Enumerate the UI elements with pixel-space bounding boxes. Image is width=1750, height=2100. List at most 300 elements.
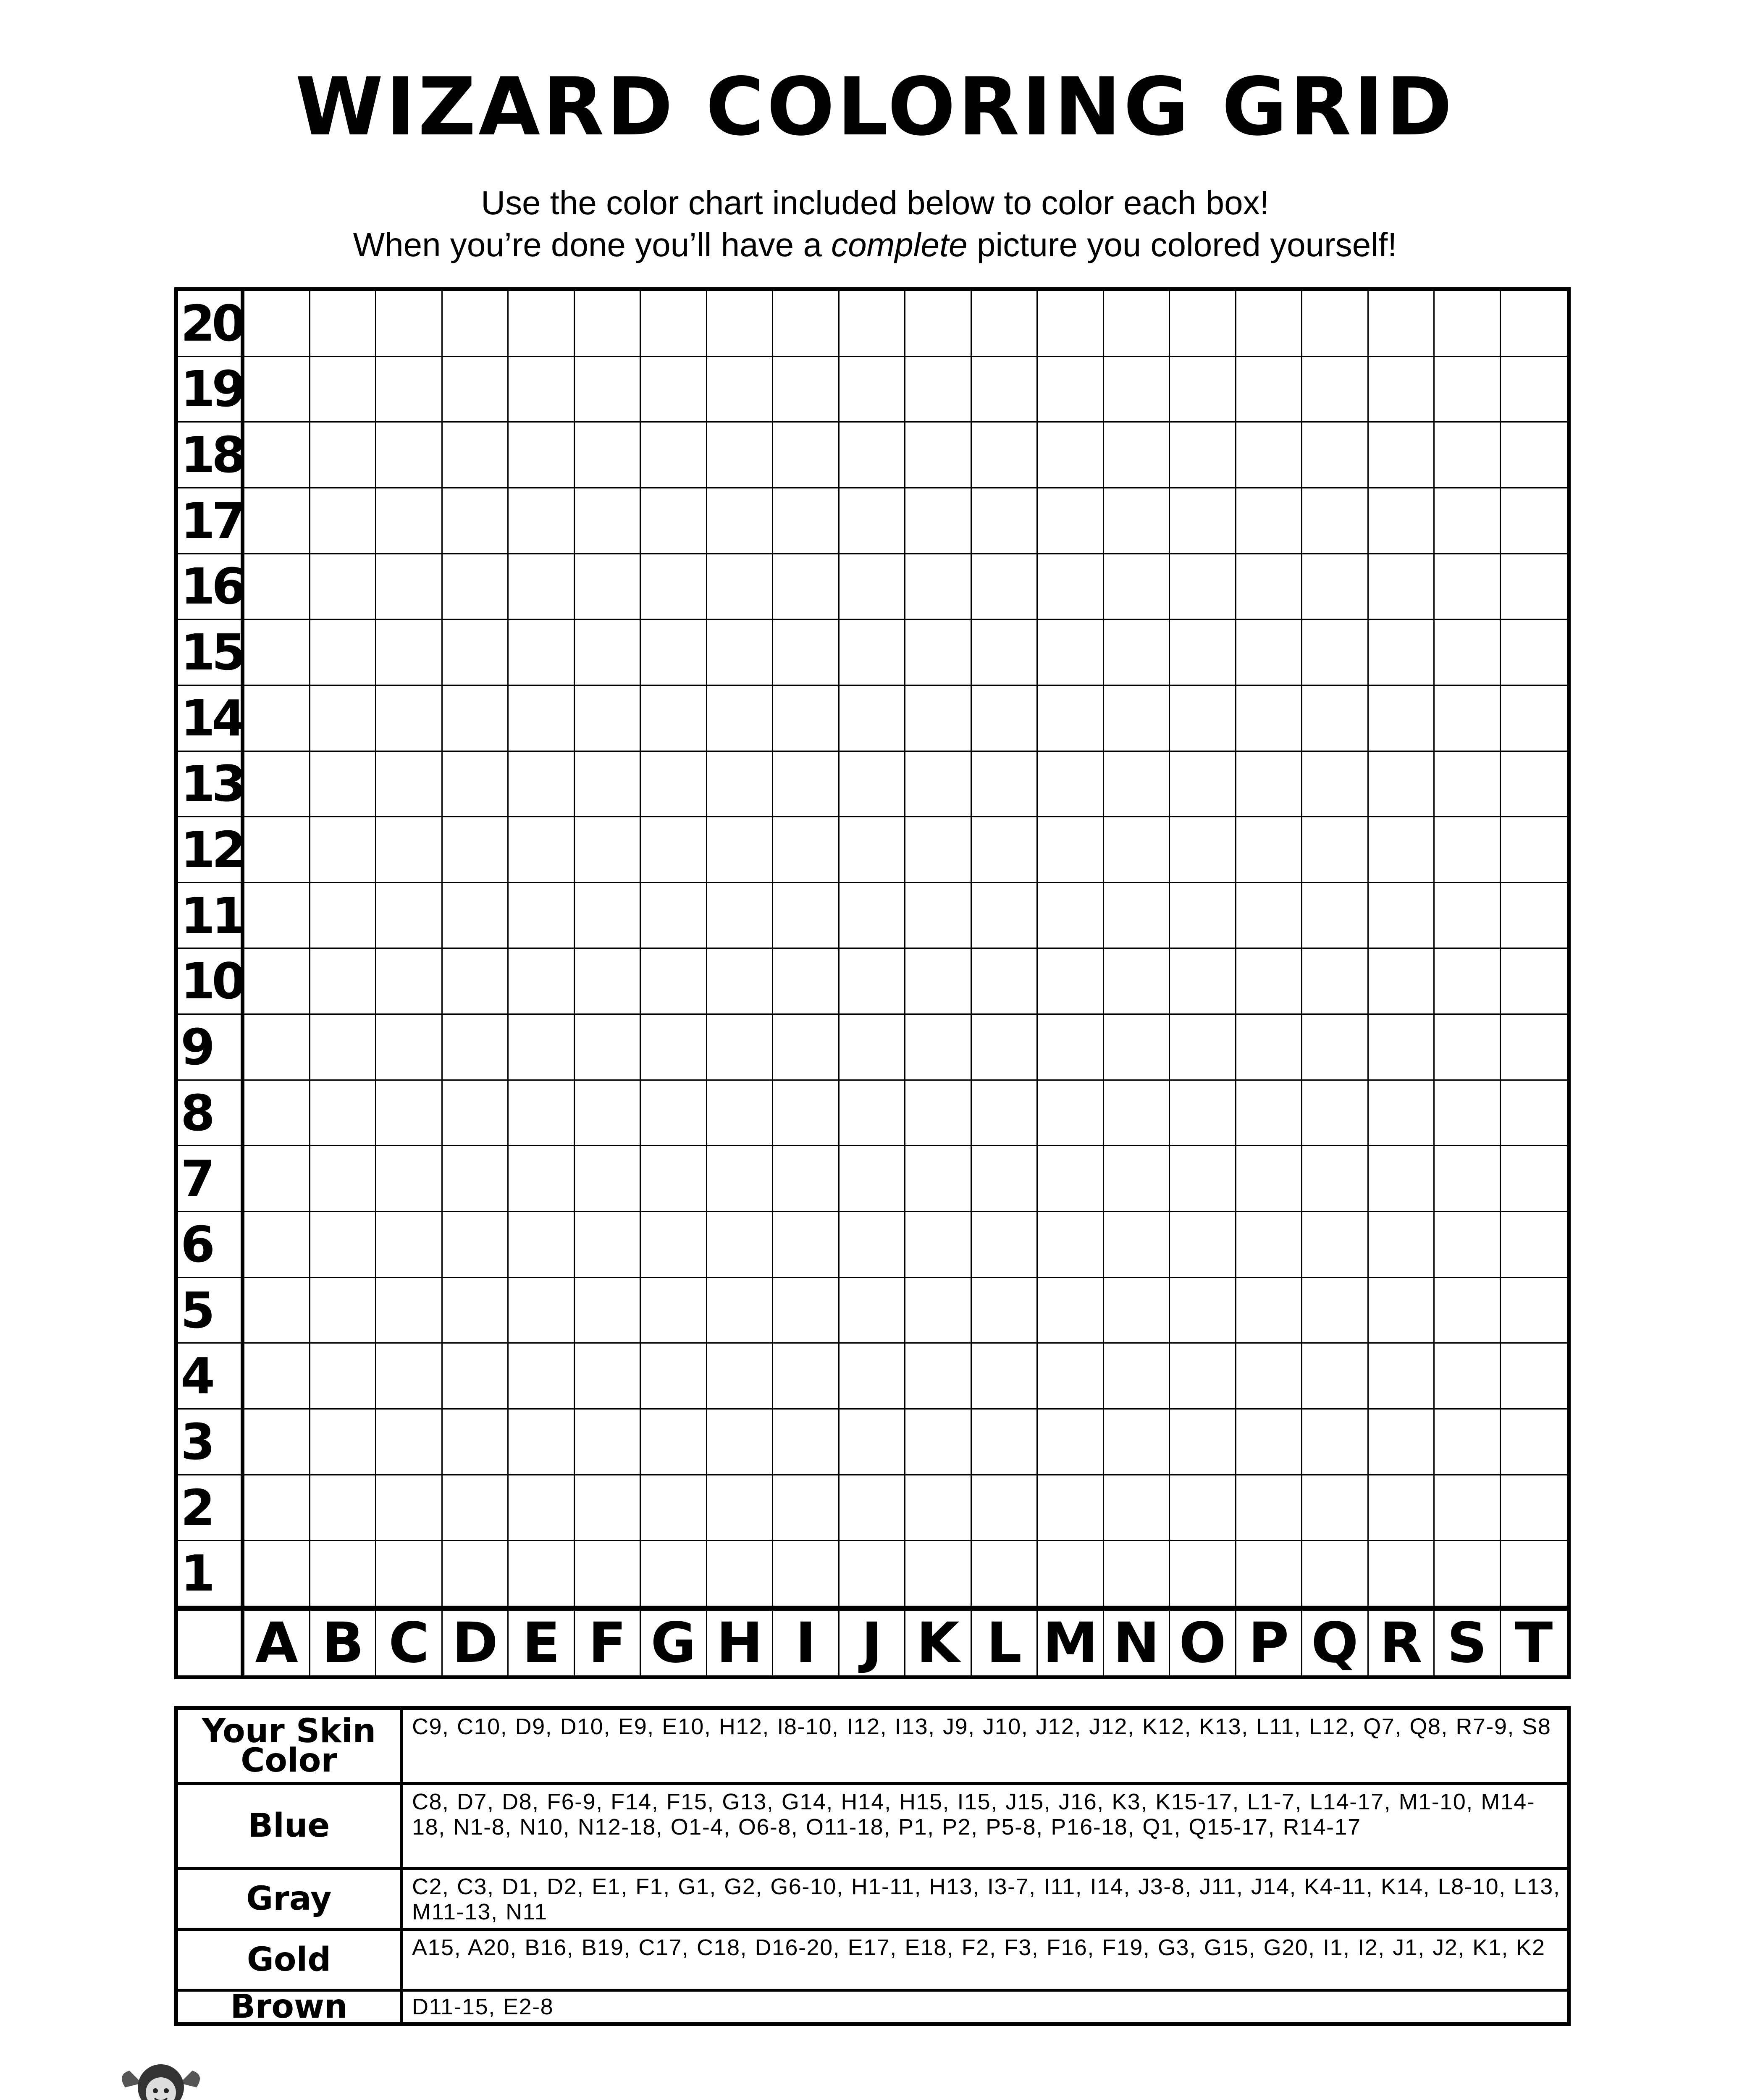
grid-cell[interactable] <box>1104 620 1170 686</box>
grid-cell[interactable] <box>707 883 773 949</box>
grid-cell[interactable] <box>1038 883 1104 949</box>
grid-cell[interactable] <box>443 686 509 752</box>
grid-cell[interactable] <box>773 554 839 620</box>
grid-cell[interactable] <box>1038 291 1104 357</box>
grid-cell[interactable] <box>773 949 839 1015</box>
grid-cell[interactable] <box>1104 554 1170 620</box>
grid-cell[interactable] <box>1435 1344 1501 1410</box>
grid-cell[interactable] <box>1302 291 1368 357</box>
grid-cell[interactable] <box>773 1015 839 1081</box>
grid-cell[interactable] <box>310 1081 376 1147</box>
grid-cell[interactable] <box>1369 1146 1435 1212</box>
grid-cell[interactable] <box>905 620 971 686</box>
grid-cell[interactable] <box>1104 752 1170 818</box>
grid-cell[interactable] <box>244 423 310 488</box>
grid-cell[interactable] <box>575 1081 641 1147</box>
grid-cell[interactable] <box>1038 1541 1104 1607</box>
grid-cell[interactable] <box>840 686 905 752</box>
grid-cell[interactable] <box>1501 1146 1567 1212</box>
grid-cell[interactable] <box>1302 488 1368 554</box>
grid-cell[interactable] <box>1038 817 1104 883</box>
grid-cell[interactable] <box>840 1015 905 1081</box>
grid-cell[interactable] <box>905 686 971 752</box>
grid-cell[interactable] <box>1170 1146 1236 1212</box>
grid-cell[interactable] <box>773 752 839 818</box>
grid-cell[interactable] <box>707 1344 773 1410</box>
grid-cell[interactable] <box>972 949 1038 1015</box>
grid-cell[interactable] <box>310 357 376 423</box>
grid-cell[interactable] <box>1435 817 1501 883</box>
grid-cell[interactable] <box>641 1541 707 1607</box>
grid-cell[interactable] <box>1236 620 1302 686</box>
grid-cell[interactable] <box>972 1278 1038 1344</box>
grid-cell[interactable] <box>1435 1541 1501 1607</box>
grid-cell[interactable] <box>1236 949 1302 1015</box>
grid-cell[interactable] <box>443 554 509 620</box>
grid-cell[interactable] <box>244 752 310 818</box>
grid-cell[interactable] <box>707 291 773 357</box>
grid-cell[interactable] <box>1369 949 1435 1015</box>
grid-cell[interactable] <box>905 291 971 357</box>
grid-cell[interactable] <box>707 620 773 686</box>
grid-cell[interactable] <box>244 1212 310 1278</box>
grid-cell[interactable] <box>840 1475 905 1541</box>
grid-cell[interactable] <box>509 1146 575 1212</box>
grid-cell[interactable] <box>244 1475 310 1541</box>
grid-cell[interactable] <box>707 1475 773 1541</box>
grid-cell[interactable] <box>575 1475 641 1541</box>
grid-cell[interactable] <box>1104 291 1170 357</box>
grid-cell[interactable] <box>773 620 839 686</box>
grid-cell[interactable] <box>1501 686 1567 752</box>
grid-cell[interactable] <box>905 1475 971 1541</box>
grid-cell[interactable] <box>1435 1410 1501 1475</box>
grid-cell[interactable] <box>641 1212 707 1278</box>
grid-cell[interactable] <box>773 488 839 554</box>
grid-cell[interactable] <box>1302 1212 1368 1278</box>
grid-cell[interactable] <box>1369 1475 1435 1541</box>
grid-cell[interactable] <box>1501 357 1567 423</box>
grid-cell[interactable] <box>641 883 707 949</box>
grid-cell[interactable] <box>1170 686 1236 752</box>
grid-cell[interactable] <box>840 1212 905 1278</box>
grid-cell[interactable] <box>972 357 1038 423</box>
grid-cell[interactable] <box>509 1475 575 1541</box>
grid-cell[interactable] <box>840 1410 905 1475</box>
grid-cell[interactable] <box>707 752 773 818</box>
grid-cell[interactable] <box>575 291 641 357</box>
grid-cell[interactable] <box>376 1278 442 1344</box>
grid-cell[interactable] <box>310 949 376 1015</box>
grid-cell[interactable] <box>972 1410 1038 1475</box>
grid-cell[interactable] <box>641 1410 707 1475</box>
grid-cell[interactable] <box>1038 488 1104 554</box>
grid-cell[interactable] <box>707 423 773 488</box>
grid-cell[interactable] <box>1170 357 1236 423</box>
grid-cell[interactable] <box>1302 949 1368 1015</box>
grid-cell[interactable] <box>1038 1081 1104 1147</box>
grid-cell[interactable] <box>1038 1475 1104 1541</box>
grid-cell[interactable] <box>509 291 575 357</box>
grid-cell[interactable] <box>641 291 707 357</box>
grid-cell[interactable] <box>310 752 376 818</box>
grid-cell[interactable] <box>1501 423 1567 488</box>
grid-cell[interactable] <box>972 291 1038 357</box>
grid-cell[interactable] <box>1302 1278 1368 1344</box>
grid-cell[interactable] <box>840 1081 905 1147</box>
grid-cell[interactable] <box>905 949 971 1015</box>
grid-cell[interactable] <box>905 1146 971 1212</box>
grid-cell[interactable] <box>1104 488 1170 554</box>
grid-cell[interactable] <box>443 1475 509 1541</box>
grid-cell[interactable] <box>310 488 376 554</box>
grid-cell[interactable] <box>905 1212 971 1278</box>
grid-cell[interactable] <box>840 620 905 686</box>
grid-cell[interactable] <box>244 1278 310 1344</box>
grid-cell[interactable] <box>641 357 707 423</box>
grid-cell[interactable] <box>509 752 575 818</box>
grid-cell[interactable] <box>840 1541 905 1607</box>
grid-cell[interactable] <box>509 357 575 423</box>
grid-cell[interactable] <box>1435 1146 1501 1212</box>
grid-cell[interactable] <box>773 1146 839 1212</box>
grid-cell[interactable] <box>773 357 839 423</box>
grid-cell[interactable] <box>1369 1015 1435 1081</box>
grid-cell[interactable] <box>575 1344 641 1410</box>
grid-cell[interactable] <box>509 488 575 554</box>
grid-cell[interactable] <box>1170 291 1236 357</box>
grid-cell[interactable] <box>1170 883 1236 949</box>
grid-cell[interactable] <box>1302 752 1368 818</box>
grid-cell[interactable] <box>641 423 707 488</box>
grid-cell[interactable] <box>840 817 905 883</box>
grid-cell[interactable] <box>376 1541 442 1607</box>
grid-cell[interactable] <box>840 488 905 554</box>
grid-cell[interactable] <box>1302 686 1368 752</box>
grid-cell[interactable] <box>1302 1475 1368 1541</box>
grid-cell[interactable] <box>1369 488 1435 554</box>
grid-cell[interactable] <box>1302 883 1368 949</box>
grid-cell[interactable] <box>1369 1410 1435 1475</box>
grid-cell[interactable] <box>1170 488 1236 554</box>
grid-cell[interactable] <box>840 554 905 620</box>
grid-cell[interactable] <box>1170 620 1236 686</box>
grid-cell[interactable] <box>1236 357 1302 423</box>
grid-cell[interactable] <box>972 1541 1038 1607</box>
grid-cell[interactable] <box>310 1475 376 1541</box>
grid-cell[interactable] <box>840 423 905 488</box>
grid-cell[interactable] <box>972 554 1038 620</box>
grid-cell[interactable] <box>1369 1081 1435 1147</box>
grid-cell[interactable] <box>244 883 310 949</box>
grid-cell[interactable] <box>1104 1541 1170 1607</box>
grid-cell[interactable] <box>310 1344 376 1410</box>
grid-cell[interactable] <box>310 883 376 949</box>
grid-cell[interactable] <box>443 752 509 818</box>
grid-cell[interactable] <box>1038 752 1104 818</box>
grid-cell[interactable] <box>1501 1212 1567 1278</box>
grid-cell[interactable] <box>641 1475 707 1541</box>
grid-cell[interactable] <box>1302 357 1368 423</box>
grid-cell[interactable] <box>1104 1146 1170 1212</box>
grid-cell[interactable] <box>773 291 839 357</box>
grid-cell[interactable] <box>1435 423 1501 488</box>
grid-cell[interactable] <box>1104 686 1170 752</box>
grid-cell[interactable] <box>1369 686 1435 752</box>
grid-cell[interactable] <box>443 949 509 1015</box>
grid-cell[interactable] <box>1038 554 1104 620</box>
grid-cell[interactable] <box>443 357 509 423</box>
grid-cell[interactable] <box>376 620 442 686</box>
grid-cell[interactable] <box>1104 1344 1170 1410</box>
grid-cell[interactable] <box>310 1212 376 1278</box>
grid-cell[interactable] <box>1104 1475 1170 1541</box>
grid-cell[interactable] <box>1369 1212 1435 1278</box>
grid-cell[interactable] <box>641 817 707 883</box>
grid-cell[interactable] <box>1170 1212 1236 1278</box>
grid-cell[interactable] <box>1435 949 1501 1015</box>
grid-cell[interactable] <box>707 554 773 620</box>
grid-cell[interactable] <box>575 752 641 818</box>
grid-cell[interactable] <box>1236 1541 1302 1607</box>
grid-cell[interactable] <box>1435 488 1501 554</box>
grid-cell[interactable] <box>1501 752 1567 818</box>
grid-cell[interactable] <box>376 357 442 423</box>
grid-cell[interactable] <box>1104 1410 1170 1475</box>
grid-cell[interactable] <box>1170 1344 1236 1410</box>
grid-cell[interactable] <box>1170 1541 1236 1607</box>
grid-cell[interactable] <box>1104 1081 1170 1147</box>
grid-cell[interactable] <box>773 883 839 949</box>
grid-cell[interactable] <box>443 1410 509 1475</box>
grid-cell[interactable] <box>972 488 1038 554</box>
grid-cell[interactable] <box>1369 1344 1435 1410</box>
grid-cell[interactable] <box>773 1081 839 1147</box>
grid-cell[interactable] <box>244 1410 310 1475</box>
grid-cell[interactable] <box>641 620 707 686</box>
grid-cell[interactable] <box>905 1410 971 1475</box>
grid-cell[interactable] <box>376 1081 442 1147</box>
grid-cell[interactable] <box>575 817 641 883</box>
grid-cell[interactable] <box>972 620 1038 686</box>
grid-cell[interactable] <box>1104 1212 1170 1278</box>
grid-cell[interactable] <box>1236 1146 1302 1212</box>
grid-cell[interactable] <box>1501 1344 1567 1410</box>
grid-cell[interactable] <box>443 291 509 357</box>
grid-cell[interactable] <box>575 1541 641 1607</box>
grid-cell[interactable] <box>972 1146 1038 1212</box>
grid-cell[interactable] <box>575 686 641 752</box>
grid-cell[interactable] <box>376 686 442 752</box>
grid-cell[interactable] <box>1170 1015 1236 1081</box>
grid-cell[interactable] <box>1236 423 1302 488</box>
grid-cell[interactable] <box>244 1081 310 1147</box>
grid-cell[interactable] <box>244 291 310 357</box>
grid-cell[interactable] <box>575 1212 641 1278</box>
grid-cell[interactable] <box>509 1410 575 1475</box>
grid-cell[interactable] <box>840 883 905 949</box>
grid-cell[interactable] <box>641 949 707 1015</box>
grid-cell[interactable] <box>310 423 376 488</box>
grid-cell[interactable] <box>1501 554 1567 620</box>
grid-cell[interactable] <box>376 1410 442 1475</box>
grid-cell[interactable] <box>509 883 575 949</box>
grid-cell[interactable] <box>509 423 575 488</box>
grid-cell[interactable] <box>641 1344 707 1410</box>
grid-cell[interactable] <box>443 620 509 686</box>
grid-cell[interactable] <box>376 752 442 818</box>
grid-cell[interactable] <box>1435 752 1501 818</box>
grid-cell[interactable] <box>443 1081 509 1147</box>
grid-cell[interactable] <box>773 423 839 488</box>
grid-cell[interactable] <box>1104 357 1170 423</box>
grid-cell[interactable] <box>575 949 641 1015</box>
grid-cell[interactable] <box>1104 1015 1170 1081</box>
grid-cell[interactable] <box>1038 686 1104 752</box>
grid-cell[interactable] <box>244 554 310 620</box>
grid-cell[interactable] <box>840 1146 905 1212</box>
grid-cell[interactable] <box>773 1278 839 1344</box>
grid-cell[interactable] <box>1501 1475 1567 1541</box>
grid-cell[interactable] <box>1302 1410 1368 1475</box>
grid-cell[interactable] <box>1038 949 1104 1015</box>
grid-cell[interactable] <box>244 1015 310 1081</box>
grid-cell[interactable] <box>443 1278 509 1344</box>
grid-cell[interactable] <box>1236 291 1302 357</box>
grid-cell[interactable] <box>641 1081 707 1147</box>
grid-cell[interactable] <box>1236 883 1302 949</box>
grid-cell[interactable] <box>905 488 971 554</box>
grid-cell[interactable] <box>1501 883 1567 949</box>
grid-cell[interactable] <box>443 883 509 949</box>
grid-cell[interactable] <box>310 1541 376 1607</box>
grid-cell[interactable] <box>905 752 971 818</box>
grid-cell[interactable] <box>310 1146 376 1212</box>
grid-cell[interactable] <box>1104 883 1170 949</box>
grid-cell[interactable] <box>1435 1015 1501 1081</box>
grid-cell[interactable] <box>509 817 575 883</box>
grid-cell[interactable] <box>905 1081 971 1147</box>
grid-cell[interactable] <box>707 1410 773 1475</box>
grid-cell[interactable] <box>1369 357 1435 423</box>
grid-cell[interactable] <box>310 291 376 357</box>
grid-cell[interactable] <box>509 620 575 686</box>
grid-cell[interactable] <box>972 423 1038 488</box>
grid-cell[interactable] <box>905 1344 971 1410</box>
grid-cell[interactable] <box>1038 1278 1104 1344</box>
grid-cell[interactable] <box>840 357 905 423</box>
grid-cell[interactable] <box>575 1278 641 1344</box>
grid-cell[interactable] <box>905 817 971 883</box>
grid-cell[interactable] <box>1369 291 1435 357</box>
grid-cell[interactable] <box>773 686 839 752</box>
grid-cell[interactable] <box>575 554 641 620</box>
grid-cell[interactable] <box>1435 686 1501 752</box>
grid-cell[interactable] <box>1236 817 1302 883</box>
grid-cell[interactable] <box>905 1278 971 1344</box>
grid-cell[interactable] <box>1369 1278 1435 1344</box>
grid-cell[interactable] <box>310 817 376 883</box>
grid-cell[interactable] <box>905 883 971 949</box>
grid-cell[interactable] <box>1302 554 1368 620</box>
grid-cell[interactable] <box>1501 817 1567 883</box>
grid-cell[interactable] <box>707 1015 773 1081</box>
grid-cell[interactable] <box>1302 1344 1368 1410</box>
grid-cell[interactable] <box>244 620 310 686</box>
grid-cell[interactable] <box>244 488 310 554</box>
grid-cell[interactable] <box>443 1212 509 1278</box>
grid-cell[interactable] <box>244 949 310 1015</box>
grid-cell[interactable] <box>1236 752 1302 818</box>
grid-cell[interactable] <box>443 423 509 488</box>
grid-cell[interactable] <box>443 1015 509 1081</box>
grid-cell[interactable] <box>1435 883 1501 949</box>
grid-cell[interactable] <box>376 554 442 620</box>
grid-cell[interactable] <box>1170 817 1236 883</box>
grid-cell[interactable] <box>376 949 442 1015</box>
grid-cell[interactable] <box>1104 817 1170 883</box>
grid-cell[interactable] <box>1501 488 1567 554</box>
grid-cell[interactable] <box>1236 554 1302 620</box>
grid-cell[interactable] <box>972 883 1038 949</box>
grid-cell[interactable] <box>575 883 641 949</box>
grid-cell[interactable] <box>1038 423 1104 488</box>
grid-cell[interactable] <box>244 1541 310 1607</box>
grid-cell[interactable] <box>1435 1278 1501 1344</box>
grid-cell[interactable] <box>707 488 773 554</box>
grid-cell[interactable] <box>905 1541 971 1607</box>
grid-cell[interactable] <box>443 1344 509 1410</box>
grid-cell[interactable] <box>575 488 641 554</box>
grid-cell[interactable] <box>1302 817 1368 883</box>
grid-cell[interactable] <box>1435 620 1501 686</box>
grid-cell[interactable] <box>1435 1081 1501 1147</box>
grid-cell[interactable] <box>376 423 442 488</box>
grid-cell[interactable] <box>1369 554 1435 620</box>
grid-cell[interactable] <box>376 1212 442 1278</box>
grid-cell[interactable] <box>1170 554 1236 620</box>
grid-cell[interactable] <box>1369 423 1435 488</box>
grid-cell[interactable] <box>244 817 310 883</box>
grid-cell[interactable] <box>1302 1541 1368 1607</box>
grid-cell[interactable] <box>1170 1475 1236 1541</box>
grid-cell[interactable] <box>1302 423 1368 488</box>
grid-cell[interactable] <box>707 1212 773 1278</box>
grid-cell[interactable] <box>840 1344 905 1410</box>
grid-cell[interactable] <box>376 1344 442 1410</box>
grid-cell[interactable] <box>1501 1278 1567 1344</box>
grid-cell[interactable] <box>1302 1015 1368 1081</box>
grid-cell[interactable] <box>310 1410 376 1475</box>
grid-cell[interactable] <box>1038 620 1104 686</box>
grid-cell[interactable] <box>1236 1278 1302 1344</box>
grid-cell[interactable] <box>707 357 773 423</box>
grid-cell[interactable] <box>1236 686 1302 752</box>
grid-cell[interactable] <box>509 686 575 752</box>
grid-cell[interactable] <box>509 1541 575 1607</box>
grid-cell[interactable] <box>509 949 575 1015</box>
grid-cell[interactable] <box>1501 1081 1567 1147</box>
grid-cell[interactable] <box>641 488 707 554</box>
grid-cell[interactable] <box>1170 1278 1236 1344</box>
grid-cell[interactable] <box>972 686 1038 752</box>
grid-cell[interactable] <box>244 1146 310 1212</box>
grid-cell[interactable] <box>1170 423 1236 488</box>
grid-cell[interactable] <box>376 1146 442 1212</box>
grid-cell[interactable] <box>707 1081 773 1147</box>
grid-cell[interactable] <box>1170 949 1236 1015</box>
grid-cell[interactable] <box>972 1015 1038 1081</box>
